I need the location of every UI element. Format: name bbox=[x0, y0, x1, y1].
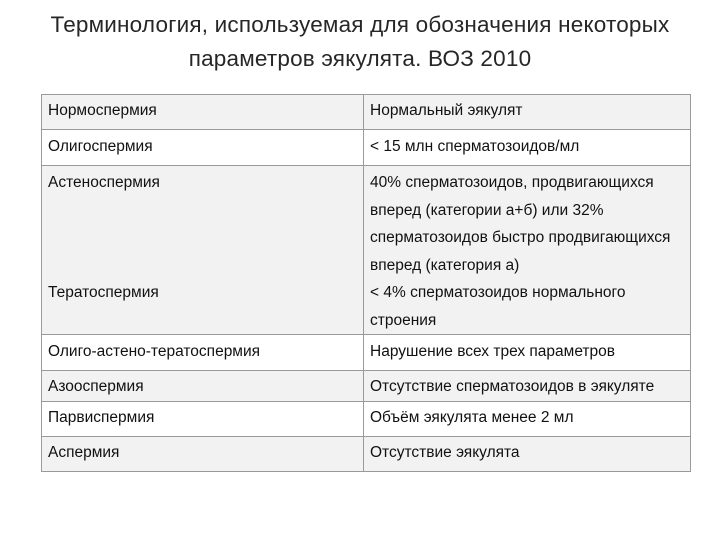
term-cell: Нормоспермия bbox=[42, 95, 364, 130]
definition-cell: Отсутствие эякулята bbox=[364, 436, 691, 471]
term-cell: Аспермия bbox=[42, 436, 364, 471]
definition-cell: < 15 млн сперматозоидов/мл bbox=[364, 130, 691, 166]
terminology-table bbox=[41, 94, 691, 472]
slide-title: Терминология, используемая для обозначения некоторых параметров эякулята. ВОЗ 2010 bbox=[50, 12, 670, 71]
term-cell: Олигоспермия bbox=[42, 130, 364, 166]
table-row bbox=[42, 436, 691, 471]
definition-cell: Объём эякулята менее 2 мл bbox=[364, 401, 691, 436]
definition-cell: 40% сперматозоидов, продвигающихся вперед (категории а+б) или 32% сперматозоидов быстро продвигающихся вперед (категория а) bbox=[364, 166, 691, 280]
table-row bbox=[42, 401, 691, 436]
definition-cell: Нормальный эякулят bbox=[364, 95, 691, 130]
term-cell: Парвиспермия bbox=[42, 401, 364, 436]
table-row bbox=[42, 279, 691, 335]
term-cell: Олиго-астено-тератоспермия bbox=[42, 335, 364, 371]
definition-cell: Отсутствие сперматозоидов в эякуляте bbox=[364, 371, 691, 402]
table-row bbox=[42, 371, 691, 402]
term-cell: Тератоспермия bbox=[42, 279, 364, 335]
definition-cell: < 4% сперматозоидов нормального строения bbox=[364, 279, 691, 335]
table-row bbox=[42, 130, 691, 166]
table-row bbox=[42, 166, 691, 280]
table-row bbox=[42, 335, 691, 371]
definition-cell: Нарушение всех трех параметров bbox=[364, 335, 691, 371]
table-row bbox=[42, 95, 691, 130]
term-cell: Астеноспермия bbox=[42, 166, 364, 280]
term-cell: Азооспермия bbox=[42, 371, 364, 402]
